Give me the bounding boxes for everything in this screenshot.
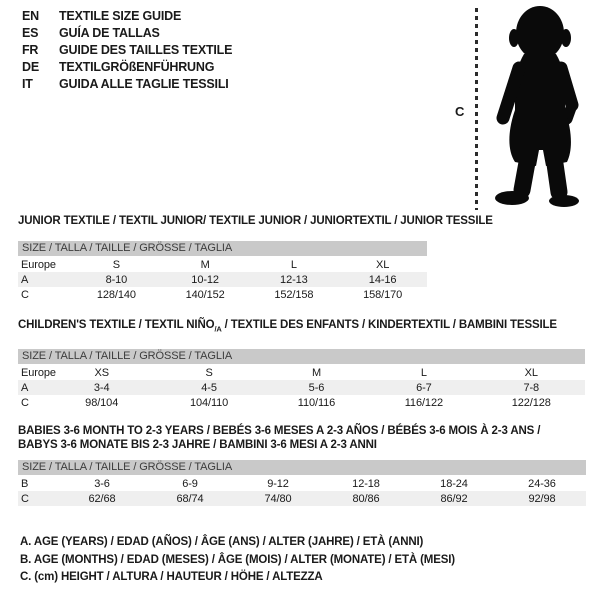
language-title: GUÍA DE TALLAS	[59, 26, 160, 40]
language-title: TEXTILGRÖßENFÜHRUNG	[59, 60, 215, 74]
title-line: BABYS 3-6 MONATE BIS 2-3 JAHRE / BAMBINI 3-6 MESI A 2-3 ANNI	[18, 439, 377, 451]
row-label: C	[21, 288, 29, 301]
title-line: BABIES 3-6 MONTH TO 2-3 YEARS / BEBÉS 3-6 MESES A 2-3 AÑOS / BÉBÉS 3-6 MOIS À 2-3 ANS /	[18, 425, 541, 437]
table-cell: 74/80	[264, 492, 292, 505]
row-label: C	[21, 396, 29, 409]
table-row	[18, 257, 427, 272]
legend-line-b: B. AGE (MONTHS) / EDAD (MESES) / ÂGE (MOIS) / ALTER (MONATE) / ETÀ (MESI)	[20, 553, 455, 566]
table-cell: 14-16	[368, 273, 397, 286]
babies-table-title	[18, 424, 586, 452]
table-cell: XL	[524, 367, 538, 380]
table-cell: 86/92	[440, 492, 468, 505]
table-cell: 12-13	[280, 273, 308, 286]
table-cell: 3-6	[94, 478, 110, 490]
table-cell: L	[290, 259, 297, 271]
table-cell: 10-12	[191, 273, 219, 286]
table-row	[18, 395, 585, 410]
title-part: / TEXTILE DES ENFANTS / KINDERTEXTIL / BAMBINI TESSILE	[221, 319, 557, 331]
language-row	[22, 25, 232, 42]
table-row	[18, 476, 586, 491]
row-label: A	[21, 381, 29, 394]
junior-table-title: JUNIOR TEXTILE / TEXTIL JUNIOR/ TEXTILE JUNIOR / JUNIORTEXTIL / JUNIOR TESSILE	[18, 215, 493, 227]
height-measure-dotted-line	[475, 8, 478, 210]
language-list	[22, 8, 232, 93]
table-row	[18, 365, 585, 380]
language-row	[22, 8, 232, 25]
children-textile-section	[18, 318, 585, 410]
table-cell: M	[200, 259, 210, 271]
table-cell: 12-18	[352, 478, 380, 490]
table-cell: S	[205, 367, 213, 380]
junior-textile-section	[18, 214, 493, 302]
language-code: EN	[22, 9, 39, 23]
toddler-silhouette-image	[482, 2, 596, 208]
size-header-bar: SIZE / TALLA / TAILLE / GRÖSSE / TAGLIA	[18, 460, 586, 476]
table-row	[18, 380, 585, 395]
height-measure-label: C	[455, 104, 465, 119]
babies-textile-section	[18, 424, 586, 506]
table-cell: XS	[94, 367, 109, 380]
table-cell: 98/104	[85, 396, 119, 409]
table-cell: 104/110	[189, 396, 229, 409]
table-cell: 5-6	[308, 381, 325, 394]
language-code: FR	[22, 43, 39, 57]
row-label: Europe	[21, 259, 56, 271]
height-figure	[440, 0, 600, 216]
language-code: IT	[22, 77, 33, 91]
legend-line-a: A. AGE (YEARS) / EDAD (AÑOS) / ÂGE (ANS) / ALTER (JAHRE) / ETÀ (ANNI)	[20, 536, 424, 548]
language-row	[22, 59, 232, 76]
table-cell: 68/74	[176, 492, 204, 505]
title-part: CHILDREN'S TEXTILE / TEXTIL NIÑO	[18, 319, 215, 331]
table-row	[18, 287, 427, 302]
size-header-bar: SIZE / TALLA / TAILLE / GRÖSSE / TAGLIA	[18, 349, 585, 365]
babies-size-table	[18, 460, 586, 506]
size-header-bar: SIZE / TALLA / TAILLE / GRÖSSE / TAGLIA	[18, 241, 427, 257]
row-label: A	[21, 273, 29, 286]
table-cell: 8-10	[105, 273, 128, 286]
language-title: GUIDA ALLE TAGLIE TESSILI	[59, 77, 229, 91]
table-cell: L	[420, 367, 427, 380]
table-row	[18, 491, 586, 506]
table-cell: 92/98	[528, 492, 556, 505]
row-label: Europe	[21, 367, 56, 380]
table-cell: 24-36	[528, 478, 556, 490]
table-cell: 158/170	[363, 288, 403, 301]
title-subscript: /A	[214, 324, 222, 334]
table-cell: 6-9	[182, 478, 198, 490]
language-code: DE	[22, 60, 39, 74]
table-cell: 128/140	[96, 288, 136, 301]
row-label: B	[21, 478, 29, 490]
table-cell: 122/128	[511, 396, 551, 409]
language-row	[22, 42, 232, 59]
table-cell: 18-24	[440, 478, 468, 490]
language-row	[22, 76, 232, 93]
table-cell: 6-7	[416, 381, 432, 394]
language-code: ES	[22, 26, 39, 40]
language-title: GUIDE DES TAILLES TEXTILE	[59, 43, 233, 57]
table-cell: S	[112, 259, 120, 271]
table-row	[18, 272, 427, 287]
table-cell: 7-8	[523, 381, 540, 394]
table-cell: 9-12	[267, 478, 289, 490]
row-label: C	[21, 492, 29, 505]
table-cell: XL	[375, 259, 390, 271]
children-size-table	[18, 349, 585, 410]
table-cell: 152/158	[274, 288, 314, 301]
table-cell: 110/116	[297, 396, 336, 409]
measurement-legend	[20, 534, 455, 587]
legend-line-c: C. (cm) HEIGHT / ALTURA / HAUTEUR / HÖHE / ALTEZZA	[20, 571, 323, 583]
table-cell: 116/122	[404, 396, 443, 409]
table-cell: 62/68	[88, 492, 116, 505]
language-title: TEXTILE SIZE GUIDE	[59, 9, 182, 23]
table-cell: 140/152	[185, 288, 225, 301]
table-cell: M	[311, 367, 322, 380]
children-table-title	[18, 318, 585, 336]
table-cell: 80/86	[352, 492, 380, 505]
table-cell: 3-4	[93, 381, 110, 394]
table-cell: 4-5	[201, 381, 217, 394]
junior-size-table	[18, 241, 427, 302]
